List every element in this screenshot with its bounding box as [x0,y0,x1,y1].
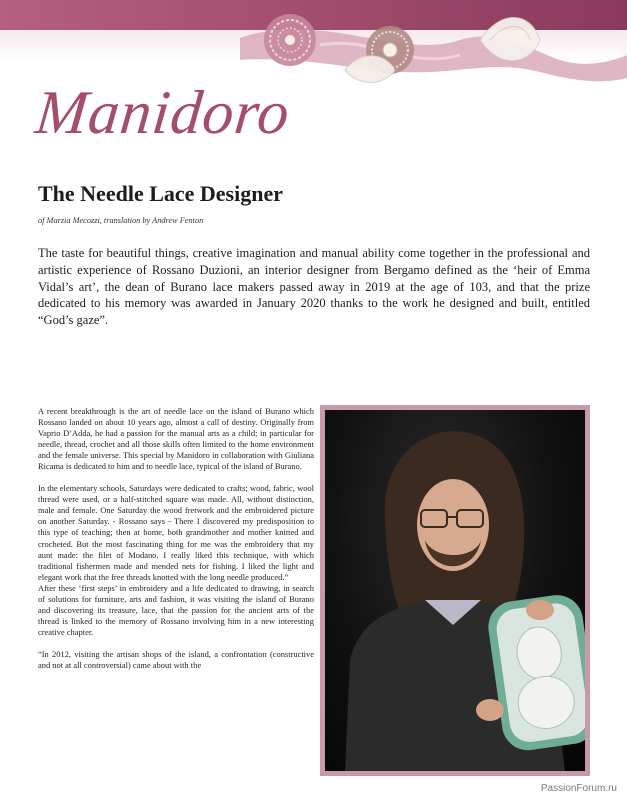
watermark: PassionForum.ru [540,783,617,794]
magazine-brand: Manidoro [32,79,294,147]
photo-frame [320,405,590,776]
article-lead: The taste for beautiful things, creative imagination and manual ability come together in the professional and artistic experience of Rossano Duzioni, an interior designer from Bergamo defined as the ‘heir of Emma Vidal’s art’, the dean of Burano lace makers passed away in 2019 at the age of 103, and that the prize dedicated to his memory was awarded in January 2020 thanks to the work he designed and built, entitled “God’s gaze”. [38,246,590,328]
article-byline: of Marzia Mecozzi, translation by Andrew Fenton [38,216,204,225]
body-paragraph: After these ‘first steps’ in embroidery and a life dedicated to drawing, in search of solutions for furniture, arts and fashion, it was visiting the island of Burano and discovering its treasure, lace, that the passion for the ancient arts of the thread is linked to the memory of Rossano involving him in a new interesting creative chapter. [38,582,314,637]
body-paragraph: A recent breakthrough is the art of needle lace on the island of Burano which Rossano landed on about 10 years ago, almost a call of destiny. Originally from Vaprio D’Adda, he had a passion for the manual arts as a child; in particular for needle, thread, crochet and all those skills often limited to the home environment and the female universe. This special by Manidoro in collaboration with Giuliana Ricama is dedicated to him and to needle lace, typical of the island of Burano. [38,406,314,472]
article-body [38,406,314,786]
body-paragraph: “In 2012, visiting the artisan shops of the island, a confrontation (constructive and not at all controversial) came about with the [38,648,314,670]
lace-flower-icon [264,14,316,66]
portrait-illustration [325,410,585,771]
body-paragraph: In the elementary schools, Saturdays were dedicated to crafts; wood, fabric, wool thread were used, or a half-stitched square was made. All, without distinction, male and female. One Saturday the wood fretwork and the embroidered picture on another Saturday. - Rossano says - There I discovered my predisposition to this type of teaching; then at home, both grandmother and mother knitted and crocheted. But the most fascinating thing for me was the embroidery that my aunt made: the filet of Modano. I really liked this technique, with which traditional fishermen made and mended nets for fishing. I liked the light and elegant work that the free threads knotted with the long needle produced.” [38,483,314,582]
article-title: The Needle Lace Designer [38,181,283,206]
portrait-photo [325,410,585,771]
